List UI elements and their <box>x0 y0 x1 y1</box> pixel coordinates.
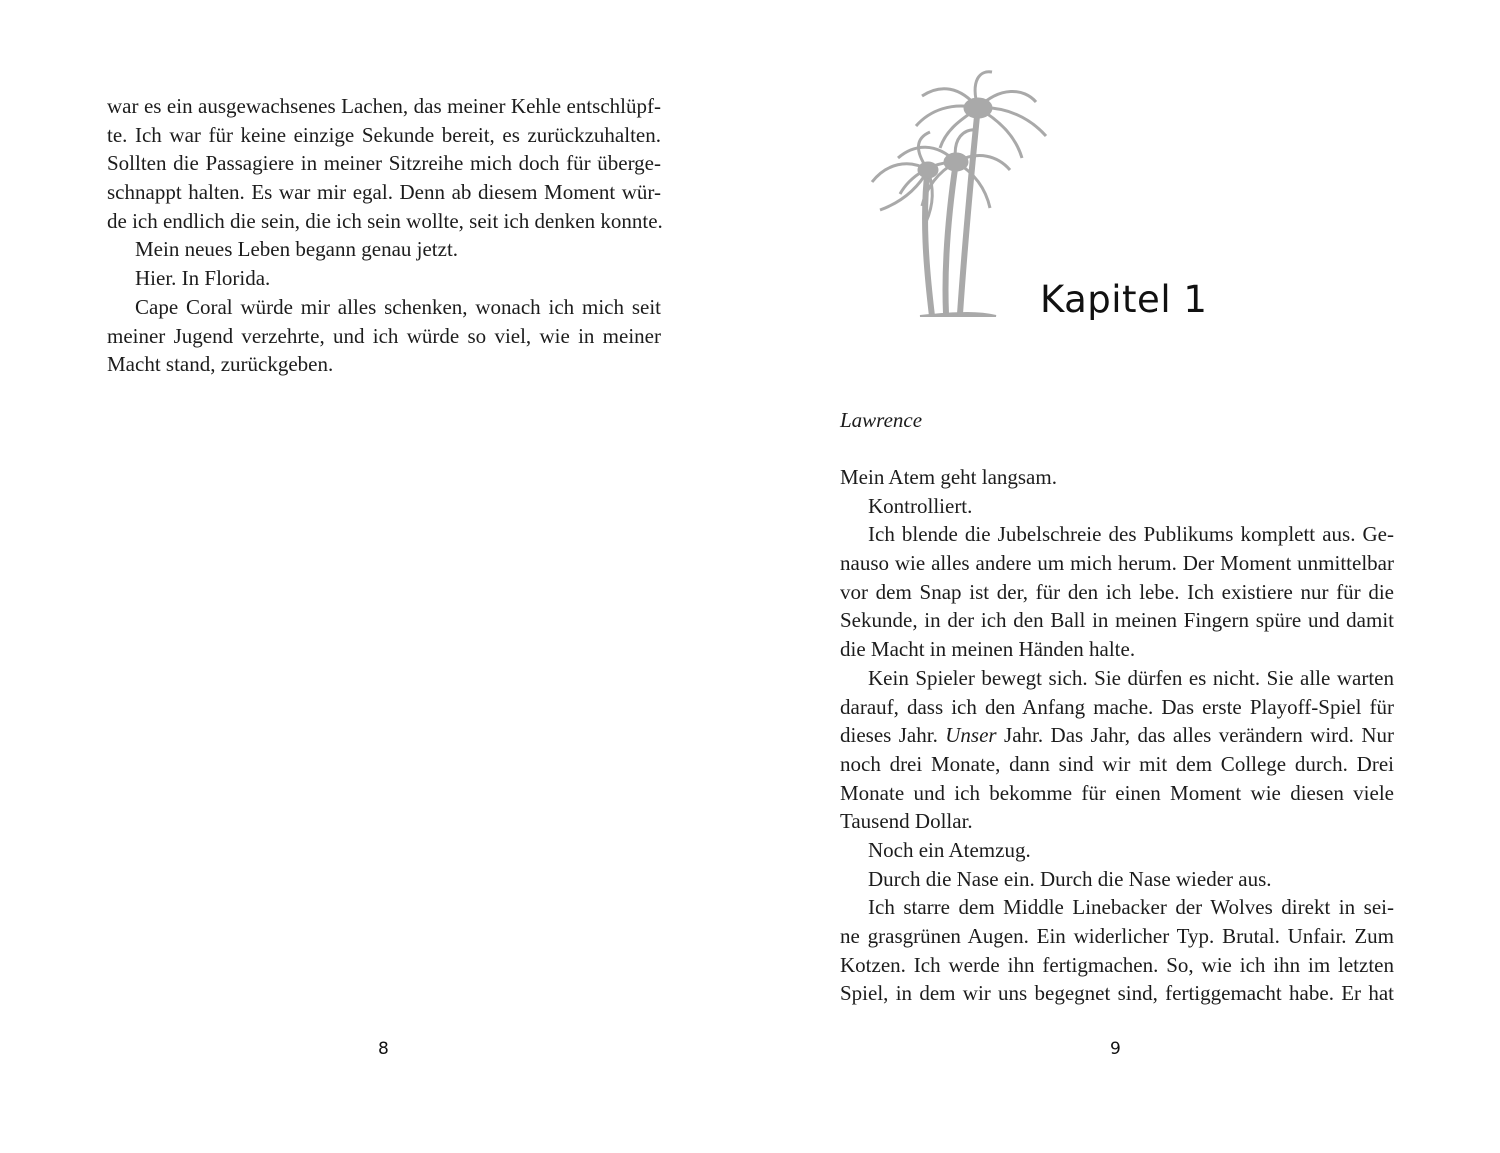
chapter-title: Kapitel 1 <box>1040 278 1208 321</box>
text-line: meiner Jugend verzehrte, und ich würde so viel, wie in meiner <box>107 323 661 348</box>
text-line: Noch ein Atemzug. <box>868 837 1031 862</box>
page-number-left: 8 <box>378 1039 389 1059</box>
text-line: Ich starre dem Middle Linebacker der Wolves direkt in sei- <box>868 895 1394 920</box>
text-line: Mein neues Leben begann genau jetzt. <box>135 237 459 262</box>
text-line: schnappt halten. Es war mir egal. Denn ab diesem Moment wür- <box>107 180 661 205</box>
text-line: Monate und ich bekomme für einen Moment wie diesen viele <box>840 780 1394 805</box>
text-line <box>840 721 1394 750</box>
text-line: darauf, dass ich den Anfang mache. Das erste Playoff-Spiel für <box>840 694 1394 719</box>
text-line: noch drei Monate, dann sind wir mit dem College durch. Drei <box>840 751 1394 776</box>
text-line: vor dem Snap ist der, für den ich lebe. Ich existiere nur für die <box>840 579 1394 604</box>
text-line: Cape Coral würde mir alles schenken, wonach ich mich seit <box>135 294 661 319</box>
text-line: die Macht in meinen Händen halte. <box>840 637 1136 662</box>
text-fragment: dieses Jahr. <box>840 723 946 748</box>
text-line: Ich blende die Jubelschreie des Publikums komplett aus. Ge- <box>868 522 1394 547</box>
text-line: Sollten die Passagiere in meiner Sitzreihe mich doch für überge- <box>107 151 661 176</box>
text-line: Macht stand, zurückgeben. <box>107 352 334 377</box>
text-line: nauso wie alles andere um mich herum. Der Moment unmittelbar <box>840 551 1394 576</box>
text-fragment: Jahr. Das Jahr, das alles verändern wird. Nur <box>996 723 1394 748</box>
text-line: Durch die Nase ein. Durch die Nase wieder aus. <box>868 866 1272 891</box>
text-line: war es ein ausgewachsenes Lachen, das meiner Kehle entschlüpf- <box>107 94 661 118</box>
text-line: de ich endlich die sein, die ich sein wollte, seit ich denken konnte. <box>107 208 663 233</box>
italic-word: Unser <box>945 723 997 748</box>
right-page-text <box>840 463 1394 1008</box>
text-line: Spiel, in dem wir uns begegnet sind, fertiggemacht habe. Er hat <box>840 981 1394 1006</box>
text-line: te. Ich war für keine einzige Sekunde bereit, es zurückzuhalten. <box>107 122 661 147</box>
palm-trees-icon <box>860 66 1060 318</box>
left-page-text <box>107 92 661 379</box>
text-line: Kein Spieler bewegt sich. Sie dürfen es nicht. Sie alle warten <box>868 665 1394 690</box>
text-line: Kontrolliert. <box>868 493 973 518</box>
text-line: Sekunde, in der ich den Ball in meinen Fingern spüre und damit <box>840 608 1394 633</box>
text-line: Tausend Dollar. <box>840 809 973 834</box>
text-line: Hier. In Florida. <box>135 266 271 291</box>
text-line: Kotzen. Ich werde ihn fertigmachen. So, wie ich ihn im letzten <box>840 952 1394 977</box>
text-line: ne grasgrünen Augen. Ein widerlicher Typ. Brutal. Unfair. Zum <box>840 924 1394 948</box>
chapter-pov-name: Lawrence <box>840 408 923 432</box>
page-number-right: 9 <box>1110 1039 1121 1059</box>
text-line: Mein Atem geht langsam. <box>840 465 1057 489</box>
